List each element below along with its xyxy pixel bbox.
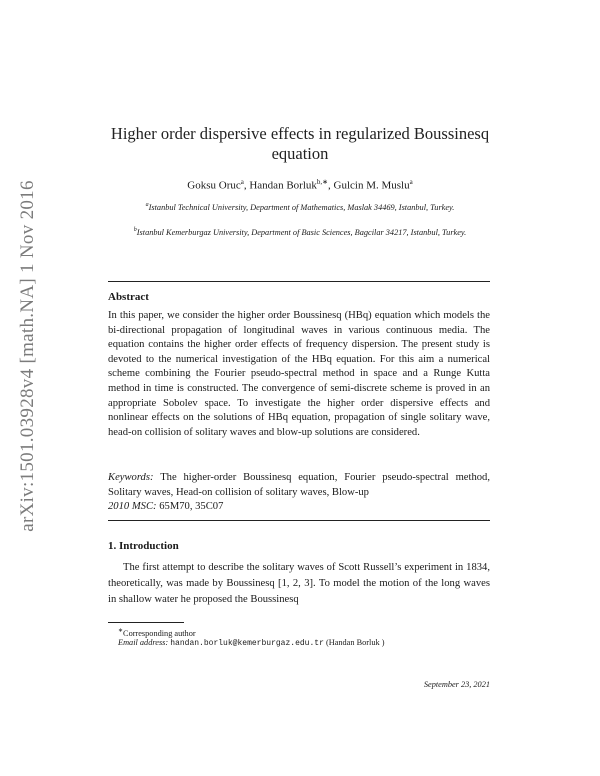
paper-title: Higher order dispersive effects in regularized Boussinesq equation bbox=[110, 124, 490, 163]
keywords-text: The higher-order Boussinesq equation, Fourier pseudo-spectral method, Solitary waves, Head-on collision of solitary waves, Blow-up bbox=[108, 472, 490, 498]
affiliation bbox=[115, 200, 485, 213]
author-affil-mark: b,∗ bbox=[316, 178, 328, 186]
keywords-label: Keywords: bbox=[108, 472, 154, 483]
msc-codes bbox=[108, 500, 490, 515]
email-label: Email address: bbox=[118, 638, 169, 647]
author-name: Gulcin M. Muslu bbox=[333, 179, 410, 192]
affiliation-text: Istanbul Kemerburgaz University, Department of Basic Sciences, Bagcilar 34217, Istanbul, Turkey. bbox=[136, 227, 467, 237]
affiliation-text: Istanbul Technical University, Department of Mathematics, Maslak 34469, Istanbul, Turkey. bbox=[148, 202, 455, 212]
keywords bbox=[108, 471, 490, 500]
author-list: Goksu Oruc$^a$, Handan Borluk$^{b,∗}$, Gulcin M. Muslu$^a$ bbox=[187, 178, 413, 192]
footnote-mark: ∗ bbox=[118, 628, 124, 634]
section-paragraph: The first attempt to describe the solitary waves of Scott Russell’s experiment in 1834, theoretically, was made by Boussinesq [1, 2, 3]. To model the motion of the long waves in shallow water he proposed the Boussinesq bbox=[108, 562, 490, 605]
msc-text: 65M70, 35C07 bbox=[159, 501, 224, 512]
footnote-email bbox=[118, 637, 490, 649]
author-name: Handan Borluk bbox=[249, 179, 317, 192]
author-name: Goksu Oruc bbox=[187, 179, 241, 192]
email-owner: (Handan Borluk ) bbox=[325, 638, 385, 647]
section-heading: 1. Introduction bbox=[108, 540, 179, 552]
abstract-bottom-rule bbox=[108, 520, 490, 521]
email-address[interactable]: handan.borluk@kemerburgaz.edu.tr bbox=[170, 639, 324, 648]
affiliation-mark: b bbox=[133, 227, 137, 233]
author-affil-mark: a bbox=[240, 178, 244, 186]
footnote-corresponding-text: Corresponding author bbox=[123, 628, 196, 638]
abstract-heading: Abstract bbox=[108, 291, 149, 303]
msc-label: 2010 MSC: bbox=[108, 501, 157, 512]
preprint-date: September 23, 2021 bbox=[423, 680, 490, 689]
affiliation-mark: a bbox=[145, 202, 149, 208]
arxiv-identifier bbox=[18, 170, 38, 540]
arxiv-id-text: arXiv:1501.03928v4 [math.NA] 1 Nov 2016 bbox=[17, 180, 38, 532]
affiliation bbox=[115, 225, 485, 238]
author-affil-mark: a bbox=[409, 178, 413, 186]
abstract-top-rule bbox=[108, 281, 490, 282]
footnote-rule bbox=[108, 622, 184, 623]
abstract-text: In this paper, we consider the higher order Boussinesq (HBq) equation which models the bi-directional propagation of longitudinal waves in various continuous media. The equation contains the higher order effects of frequency dispersion. The present study is devoted to the numerical investigation of the HBq equation. For this aim a numerical scheme combining the Fourier pseudo-spectral method in space and a Runge Kutta method in time is constructed. The convergence of semi-discrete scheme is proved in an appropriate Sobolev space. To investigate the higher order dispersive effects and nonlinear effects on the solutions of HBq equation, propagation of single solitary wave, head-on collision of solitary waves and blow-up solutions are considered. bbox=[108, 310, 490, 438]
